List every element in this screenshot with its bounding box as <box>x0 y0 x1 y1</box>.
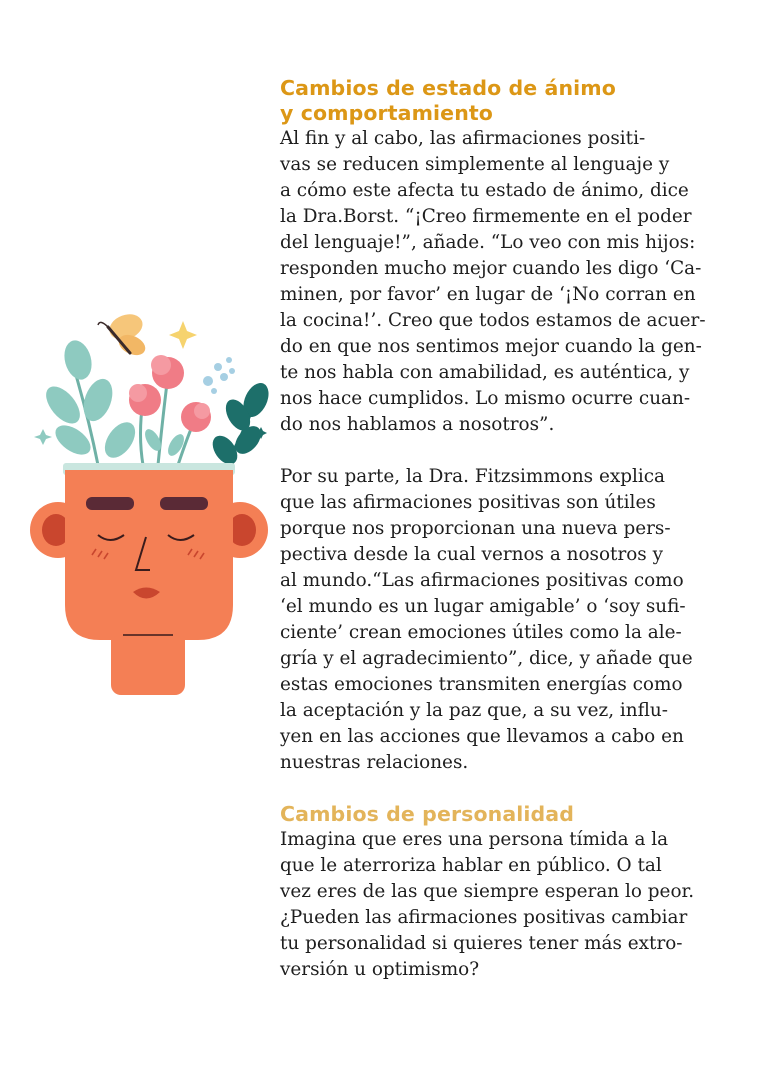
section-title-mood <box>280 76 750 126</box>
text-line: yen en las acciones que llevamos a cabo en <box>280 726 684 747</box>
text-line: ‘el mundo es un lugar amigable’ o ‘soy sufi- <box>280 596 686 617</box>
sparkle-icon <box>169 321 197 349</box>
paragraph-fitzsimmons <box>280 464 750 776</box>
text-line: gría y el agradecimiento”, dice, y añade que <box>280 648 693 669</box>
text-line: Al fin y al cabo, las afirmaciones positi- <box>280 128 646 149</box>
title-line: Cambios de estado de ánimo <box>280 76 616 100</box>
text-line: nos hace cumplidos. Lo mismo ocurre cuan- <box>280 388 691 409</box>
butterfly-icon <box>98 310 148 359</box>
paragraph-language <box>280 126 750 438</box>
text-line: que las afirmaciones positivas son útiles <box>280 492 656 513</box>
text-line: que le aterroriza hablar en público. O tal <box>280 855 662 876</box>
text-line: ciente’ crean emociones útiles como la ale- <box>280 622 682 643</box>
text-line: vez eres de las que siempre esperan lo peor. <box>280 881 695 902</box>
text-line: nuestras relaciones. <box>280 752 469 773</box>
head-with-plants-illustration <box>28 305 278 705</box>
text-line: porque nos proporcionan una nueva pers- <box>280 518 671 539</box>
title-line: Cambios de personalidad <box>280 802 575 826</box>
text-line: estas emociones transmiten energías como <box>280 674 683 695</box>
pink-flowers <box>129 355 211 465</box>
text-line: Imagina que eres una persona tímida a la <box>280 829 669 850</box>
text-line: al mundo.“Las afirmaciones positivas como <box>280 570 684 591</box>
text-line: do nos hablamos a nosotros”. <box>280 414 555 435</box>
head <box>65 470 233 640</box>
dark-teal-plant <box>208 379 274 470</box>
text-line: tu personalidad si quieres tener más extro- <box>280 933 683 954</box>
text-line: a cómo este afecta tu estado de ánimo, dice <box>280 180 689 201</box>
text-line: pectiva desde la cual vernos a nosotros y <box>280 544 663 565</box>
text-line: versión u optimismo? <box>280 959 480 980</box>
paragraph-personality <box>280 827 750 983</box>
text-line: vas se reducen simplemente al lenguaje y <box>280 154 670 175</box>
text-line: do en que nos sentimos mejor cuando la gen- <box>280 336 702 357</box>
text-line: la Dra.Borst. “¡Creo firmemente en el poder <box>280 206 692 227</box>
text-line: la cocina!’. Creo que todos estamos de acuer- <box>280 310 706 331</box>
teal-plant <box>40 337 142 465</box>
text-line: responden mucho mejor cuando les digo ‘Ca- <box>280 258 702 279</box>
text-line: Por su parte, la Dra. Fitzsimmons explica <box>280 466 666 487</box>
text-line: del lenguaje!”, añade. “Lo veo con mis hijos: <box>280 232 696 253</box>
text-line: la aceptación y la paz que, a su vez, influ- <box>280 700 668 721</box>
sparkle-icon <box>34 429 52 445</box>
title-line: y comportamiento <box>280 101 493 125</box>
text-line: te nos habla con amabilidad, es auténtica, y <box>280 362 690 383</box>
article-text-column <box>280 76 750 983</box>
text-line: ¿Pueden las afirmaciones positivas cambiar <box>280 907 688 928</box>
text-line: minen, por favor’ en lugar de ‘¡No corran en <box>280 284 696 305</box>
section-title-personality <box>280 802 750 827</box>
